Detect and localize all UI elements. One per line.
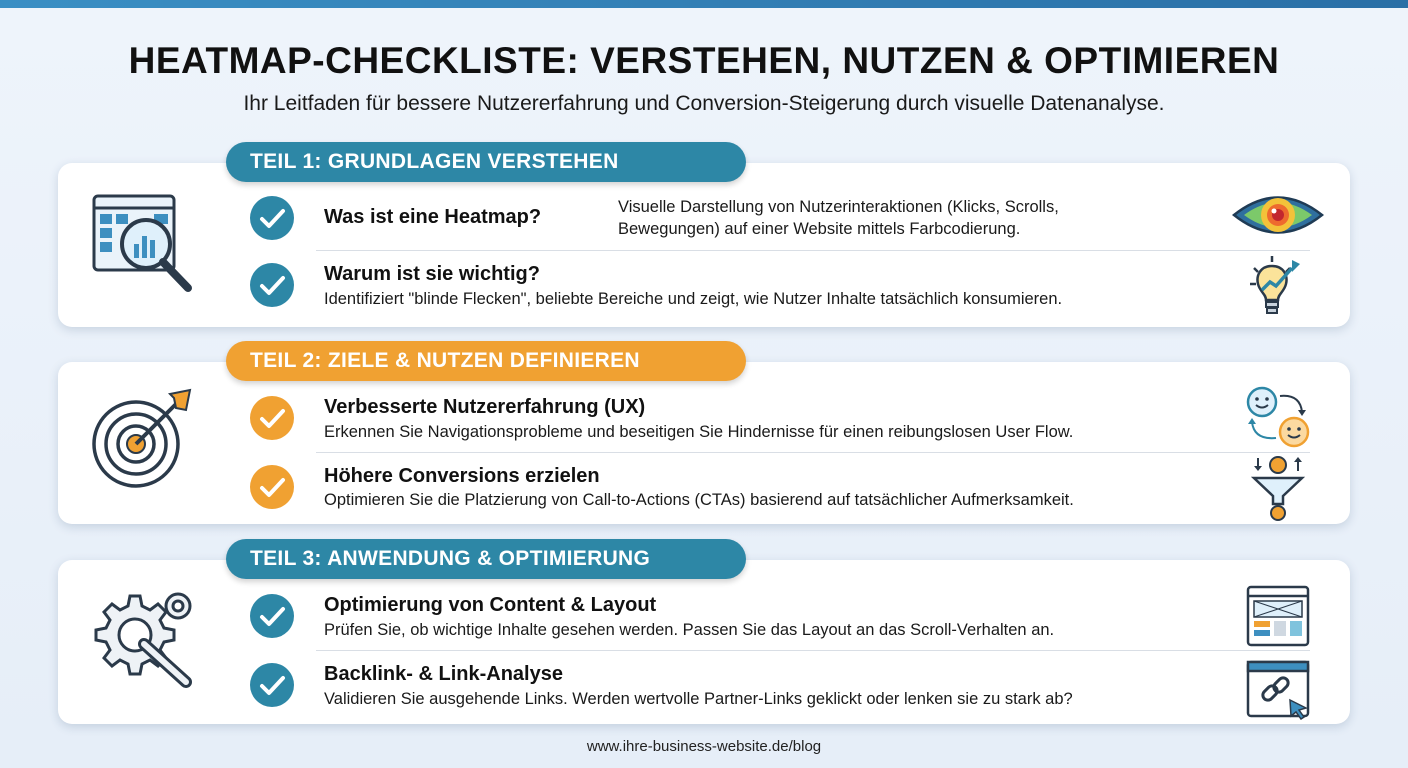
item-description: Erkennen Sie Navigationsprobleme und beseitigen Sie Hindernisse für einen reibungslosen User Flow. xyxy=(324,423,1074,441)
row-divider xyxy=(316,650,1310,651)
gears-wrench-icon xyxy=(90,586,200,697)
row-divider xyxy=(316,452,1310,453)
item-title: Höhere Conversions erzielen xyxy=(324,465,600,487)
footer-url[interactable]: www.ihre-business-website.de/blog xyxy=(586,738,822,755)
section-label-2: TEIL 2: ZIELE & NUTZEN DEFINIEREN xyxy=(226,341,746,381)
item-title: Warum ist sie wichtig? xyxy=(324,263,540,285)
link-cursor-icon xyxy=(1246,660,1312,725)
check-icon xyxy=(250,396,294,440)
conversion-funnel-icon xyxy=(1250,456,1306,527)
item-title: Was ist eine Heatmap? xyxy=(324,206,542,228)
row-divider xyxy=(316,250,1310,251)
item-description: Visuelle Darstellung von Nutzerinteraktionen (Klicks, Scrolls, Bewegungen) auf einer Website mittels Farbcodierung. xyxy=(618,198,1059,238)
item-title: Optimierung von Content & Layout xyxy=(324,594,657,616)
target-arrow-icon xyxy=(92,388,196,497)
section-label-1: TEIL 1: GRUNDLAGEN VERSTEHEN xyxy=(226,142,746,182)
item-title: Backlink- & Link-Analyse xyxy=(324,663,563,685)
page-subtitle: Ihr Leitfaden für bessere Nutzererfahrung und Conversion-Steigerung durch visuelle Datenanalyse. xyxy=(243,92,1165,115)
layout-wireframe-icon xyxy=(1246,585,1310,652)
section-label-3: TEIL 3: ANWENDUNG & OPTIMIERUNG xyxy=(226,539,746,579)
heat-eye-icon xyxy=(1232,192,1324,243)
check-icon xyxy=(250,263,294,307)
check-icon xyxy=(250,663,294,707)
smiley-cycle-icon xyxy=(1244,386,1312,453)
item-description: Prüfen Sie, ob wichtige Inhalte gesehen werden. Passen Sie das Layout an das Scroll-Verhalten an. xyxy=(324,621,1055,639)
item-title: Verbesserte Nutzererfahrung (UX) xyxy=(324,396,646,418)
check-icon xyxy=(250,594,294,638)
page-title: HEATMAP-CHECKLISTE: VERSTEHEN, NUTZEN & OPTIMIEREN xyxy=(128,40,1280,81)
top-accent-bar xyxy=(0,0,1408,8)
check-icon xyxy=(250,196,294,240)
dashboard-magnifier-icon xyxy=(90,192,196,301)
lightbulb-growth-icon xyxy=(1248,254,1310,323)
item-description: Identifiziert "blinde Flecken", beliebte Bereiche und zeigt, wie Nutzer Inhalte tatsächlich konsumieren. xyxy=(324,290,1063,308)
item-description: Optimieren Sie die Platzierung von Call-to-Actions (CTAs) basierend auf tatsächlicher Aufmerksamkeit. xyxy=(324,491,1074,509)
check-icon xyxy=(250,465,294,509)
item-description: Validieren Sie ausgehende Links. Werden wertvolle Partner-Links geklickt oder lenken sie zu stark ab? xyxy=(324,690,1073,708)
